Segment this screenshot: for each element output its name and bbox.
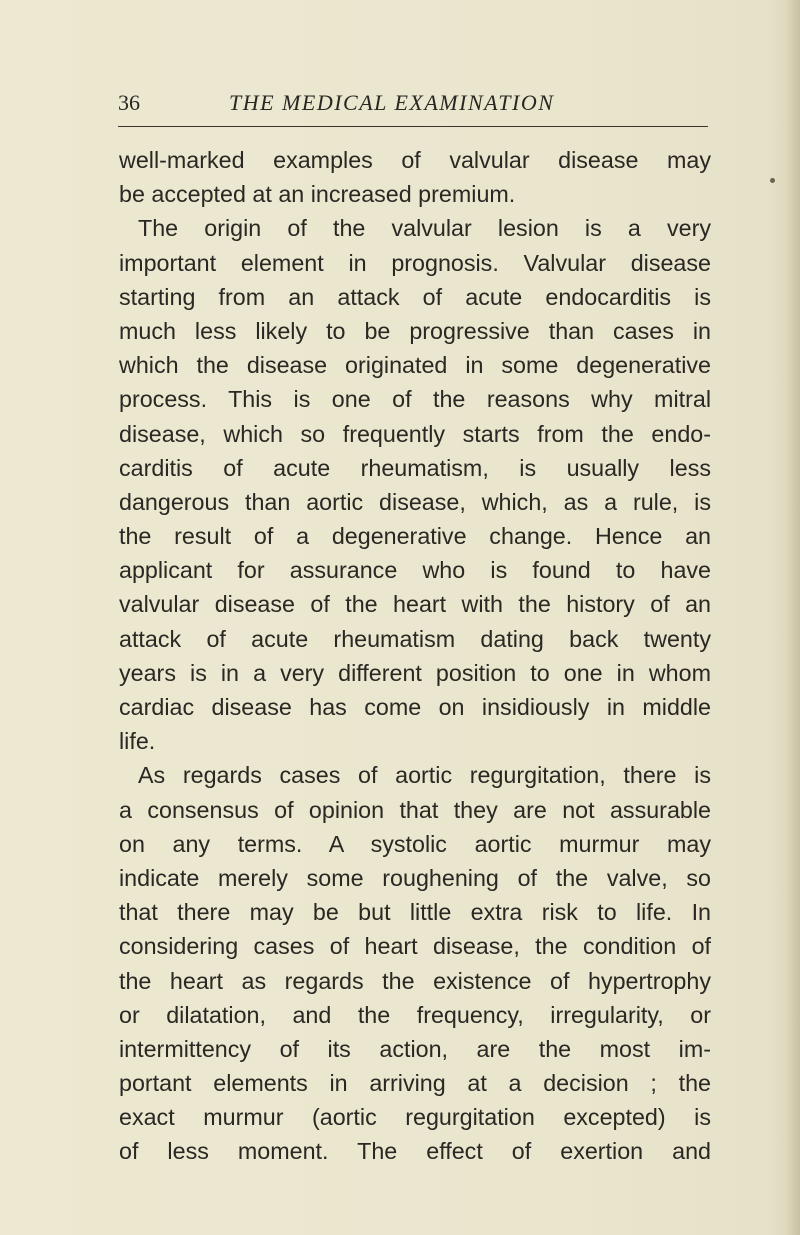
- text-line: which the disease originated in some degenerative: [119, 352, 711, 379]
- text-line: dangerous than aortic disease, which, as a rule, is: [119, 488, 711, 515]
- text-line: cardiac disease has come on insidiously in middle: [119, 694, 711, 720]
- text-line: attack of acute rheumatism dating back twenty: [119, 625, 711, 652]
- text-line: intermittency of its action, are the most im-: [119, 1035, 711, 1062]
- header-rule: [118, 126, 708, 127]
- running-title: THE MEDICAL EXAMINATION: [229, 90, 555, 115]
- text-line: that there may be but little extra risk to life. In: [119, 899, 711, 926]
- page-edge-shadow: [786, 0, 800, 1235]
- text-line: carditis of acute rheumatism, is usually less: [119, 454, 711, 481]
- text-line: be accepted at an increased premium.: [119, 181, 516, 208]
- text-line: a consensus of opinion that they are not assurable: [119, 796, 711, 823]
- text-line: much less likely to be progressive than cases in: [119, 317, 711, 344]
- page-header: [118, 90, 708, 120]
- text-line: The origin of the valvular lesion is a very: [138, 215, 711, 242]
- body-text: [119, 143, 711, 1169]
- text-line: portant elements in arriving at a decision ; the: [119, 1070, 711, 1097]
- text-line: life.: [119, 728, 156, 755]
- text-line: well-marked examples of valvular disease may: [119, 147, 711, 173]
- text-line: important element in prognosis. Valvular disease: [119, 249, 711, 276]
- text-line: the result of a degenerative change. Hence an: [119, 523, 711, 550]
- text-line: on any terms. A systolic aortic murmur may: [119, 830, 711, 857]
- text-line: starting from an attack of acute endocarditis is: [119, 283, 711, 310]
- text-line: considering cases of heart disease, the condition of: [119, 933, 711, 960]
- text-line: valvular disease of the heart with the history of an: [119, 591, 711, 618]
- text-line: As regards cases of aortic regurgitation, there is: [138, 762, 711, 789]
- margin-mark: [770, 178, 775, 183]
- text-line: years is in a very different position to one in whom: [119, 659, 711, 686]
- text-line: process. This is one of the reasons why mitral: [119, 386, 711, 413]
- text-line: indicate merely some roughening of the valve, so: [119, 864, 711, 891]
- text-line: the heart as regards the existence of hypertrophy: [119, 967, 711, 994]
- text-line: of less moment. The effect of exertion and: [119, 1138, 711, 1165]
- page-number: 36: [118, 90, 140, 115]
- text-line: or dilatation, and the frequency, irregularity, or: [119, 1001, 711, 1028]
- text-line: exact murmur (aortic regurgitation excepted) is: [119, 1104, 711, 1131]
- text-line: applicant for assurance who is found to have: [119, 557, 711, 584]
- text-line: disease, which so frequently starts from the endo-: [119, 420, 711, 447]
